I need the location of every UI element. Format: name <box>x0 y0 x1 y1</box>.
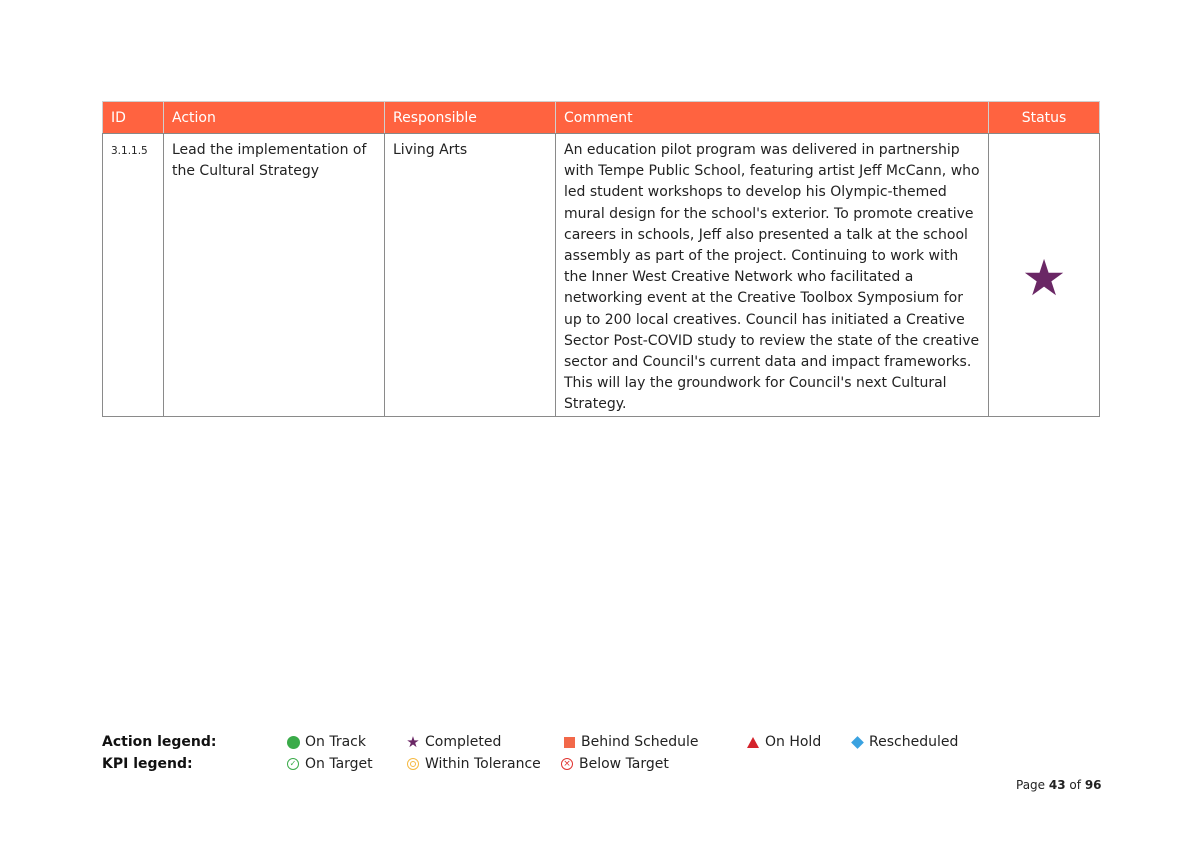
column-header-id: ID <box>103 102 164 134</box>
diamond-icon <box>851 736 864 749</box>
check-circle-icon: ✓ <box>287 758 299 770</box>
action-table <box>102 101 1100 417</box>
column-header-status: Status <box>989 102 1100 134</box>
kpi-legend-title: KPI legend: <box>102 756 193 772</box>
action-legend-row <box>102 734 1002 756</box>
row-id: 3.1.1.5 <box>103 134 164 417</box>
column-header-comment: Comment <box>556 102 989 134</box>
table-row <box>103 134 1100 417</box>
legend-item-on-hold: On Hold <box>746 734 821 750</box>
row-responsible: Living Arts <box>385 134 556 417</box>
column-header-responsible: Responsible <box>385 102 556 134</box>
kpi-legend-row <box>102 756 1002 778</box>
legend-item-within-tolerance: Within Tolerance <box>406 756 541 772</box>
page-number: Page 43 of 96 <box>1016 778 1102 792</box>
legend-item-completed: ★ Completed <box>406 732 502 751</box>
x-circle-icon: × <box>561 758 573 770</box>
action-legend-title: Action legend: <box>102 734 217 750</box>
table-header-row <box>103 102 1100 134</box>
completed-star-icon: ★ <box>1021 248 1067 307</box>
row-status <box>989 134 1100 417</box>
legend-item-on-target: ✓ On Target <box>286 756 373 772</box>
row-action: Lead the implementation of the Cultural Strategy <box>164 134 385 417</box>
legend-item-behind-schedule: Behind Schedule <box>562 734 699 750</box>
triangle-icon <box>747 737 759 748</box>
star-icon: ★ <box>406 732 420 751</box>
legend-item-below-target: × Below Target <box>560 756 669 772</box>
target-circle-icon <box>407 758 419 770</box>
column-header-action: Action <box>164 102 385 134</box>
legend-item-on-track: On Track <box>286 734 366 750</box>
legend-item-rescheduled: Rescheduled <box>850 734 958 750</box>
square-icon <box>564 737 575 748</box>
legend <box>102 734 1002 778</box>
row-comment: An education pilot program was delivered in partnership with Tempe Public School, featuring artist Jeff McCann, who led student workshops to develop his Olympic-themed mural design for the school's exterior. To promote creative careers in schools, Jeff also presented a talk at the school assembly as part of the project. Continuing to work with the Inner West Creative Network who facilitated a networking event at the Creative Toolbox Symposium for up to 200 local creatives. Council has initiated a Creative Sector Post-COVID study to review the state of the creative sector and Council's current data and impact frameworks. This will lay the groundwork for Council's next Cultural Strategy. <box>556 134 989 417</box>
circle-icon <box>287 736 300 749</box>
